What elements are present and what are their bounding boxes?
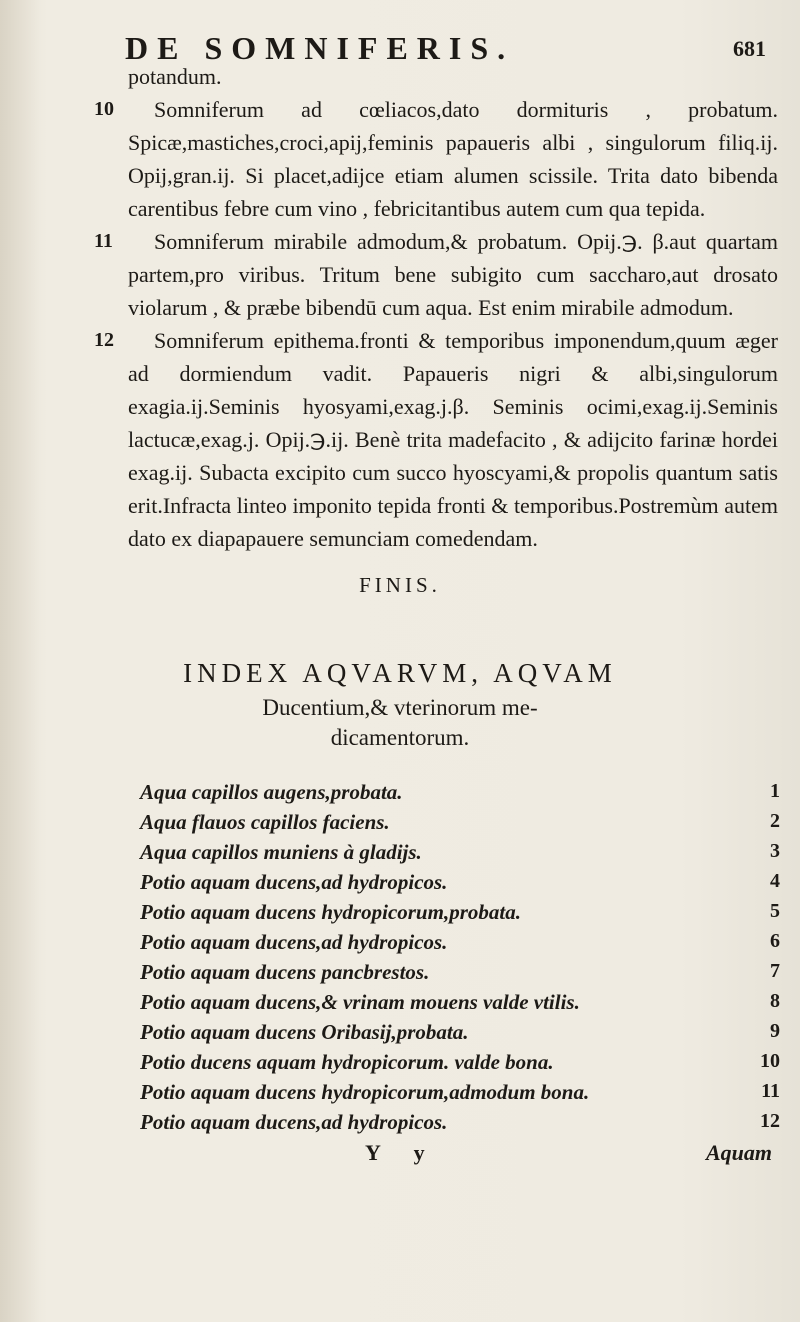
index-entry-number: 3 — [770, 840, 780, 862]
running-title: DE SOMNIFERIS. — [125, 30, 515, 66]
paragraph-number: 11 — [94, 230, 113, 252]
index-entry-text: Potio aquam ducens,ad hydropicos. — [140, 930, 448, 954]
index-subtitle-line: Ducentium,& vterinorum me- — [262, 695, 538, 720]
index-entry-number: 12 — [760, 1110, 780, 1132]
index-entry — [140, 930, 780, 960]
index-entry-number: 6 — [770, 930, 780, 952]
index-entry — [140, 900, 780, 930]
index-entry — [140, 960, 780, 990]
index-subtitle — [0, 693, 800, 753]
index-entry-text: Potio aquam ducens pancbrestos. — [140, 960, 430, 984]
folio-number: 681 — [733, 36, 766, 61]
index-entry — [140, 840, 780, 870]
index-entry-number: 11 — [761, 1080, 780, 1102]
index-entry-text: Potio aquam ducens hydropicorum,admodum bona. — [140, 1080, 590, 1104]
index-entry-text: Potio aquam ducens Oribasij,probata. — [140, 1020, 469, 1044]
index-entry-text: Potio aquam ducens,ad hydropicos. — [140, 1110, 448, 1134]
index-entry-text: Potio aquam ducens hydropicorum,probata. — [140, 900, 521, 924]
index-entry-number: 10 — [760, 1050, 780, 1072]
index-entry-number: 2 — [770, 810, 780, 832]
paragraph-12 — [94, 324, 778, 555]
paragraph-number: 12 — [94, 329, 114, 351]
index-entry-text: Aqua capillos augens,probata. — [140, 780, 403, 804]
paragraph-continuation — [128, 60, 778, 93]
main-text — [94, 60, 778, 555]
paragraph-text: Somniferum mirabile admodum,& probatum. Opij.℈. β.aut quartam partem,pro viribus. Tritum bene subigito cum saccharo,aut drosato violarum , & præbe bibendū cum aqua. Est enim mirabile admodum. — [128, 229, 778, 320]
paragraph-text: Somniferum epithema.fronti & temporibus imponendum,quum æger ad dormiendum vadit. Papaueris nigri & albi,singulorum exagia.ij.Seminis hyosyami,exag.j.β. Seminis ocimi,exag.ij.Seminis lactucæ,exag.j. Opij.℈.ij. Benè trita madefacito , & adijcito farinæ hordei exag.ij. Subacta excipito cum succo hyoscyami,& propolis quantum satis erit.Infracta linteo imponito tepida fronti & temporibus.Postremùm autem dato ex diapapauere semunciam comedendam. — [128, 328, 778, 551]
index-entry — [140, 780, 780, 810]
index-entry — [140, 810, 780, 840]
paragraph-text: Somniferum ad cœliacos,dato dormituris , probatum. Spicæ,mastiches,croci,apij,feminis papaueris albi , singulorum filiq.ij. Opij,gran.ij. Si placet,adijce etiam alumen scissile. Trita dato bibenda carentibus febre cum vino , febricitantibus autem cum qua tepida. — [128, 97, 778, 221]
index-entry — [140, 1050, 780, 1080]
paragraph-text: potandum. — [128, 64, 222, 89]
index-entry — [140, 870, 780, 900]
index-entry-number: 9 — [770, 1020, 780, 1042]
paragraph-11 — [94, 225, 778, 324]
index-entry — [140, 1110, 780, 1140]
index-entry-text: Potio aquam ducens,ad hydropicos. — [140, 870, 448, 894]
index-entry-text: Aqua capillos muniens à gladijs. — [140, 840, 422, 864]
index-entry-text: Potio ducens aquam hydropicorum. valde bona. — [140, 1050, 554, 1074]
index-entry-number: 1 — [770, 780, 780, 802]
signature-mark: Y y — [365, 1140, 439, 1165]
catchword: Aquam — [705, 1140, 772, 1165]
index-entry-number: 7 — [770, 960, 780, 982]
index-entry-number: 5 — [770, 900, 780, 922]
index-entry-number: 8 — [770, 990, 780, 1012]
index-entry-text: Potio aquam ducens,& vrinam mouens valde vtilis. — [140, 990, 580, 1014]
index-list — [140, 780, 780, 1140]
paragraph-10 — [94, 93, 778, 225]
index-entry-text: Aqua flauos capillos faciens. — [140, 810, 390, 834]
finis-heading: FINIS. — [359, 573, 441, 597]
index-title: INDEX AQVARVM, AQVAM — [183, 658, 617, 688]
index-subtitle-line: dicamentorum. — [330, 725, 470, 750]
index-entry-number: 4 — [770, 870, 780, 892]
index-entry — [140, 990, 780, 1020]
index-entry — [140, 1080, 780, 1110]
paragraph-number: 10 — [94, 98, 114, 120]
index-entry — [140, 1020, 780, 1050]
